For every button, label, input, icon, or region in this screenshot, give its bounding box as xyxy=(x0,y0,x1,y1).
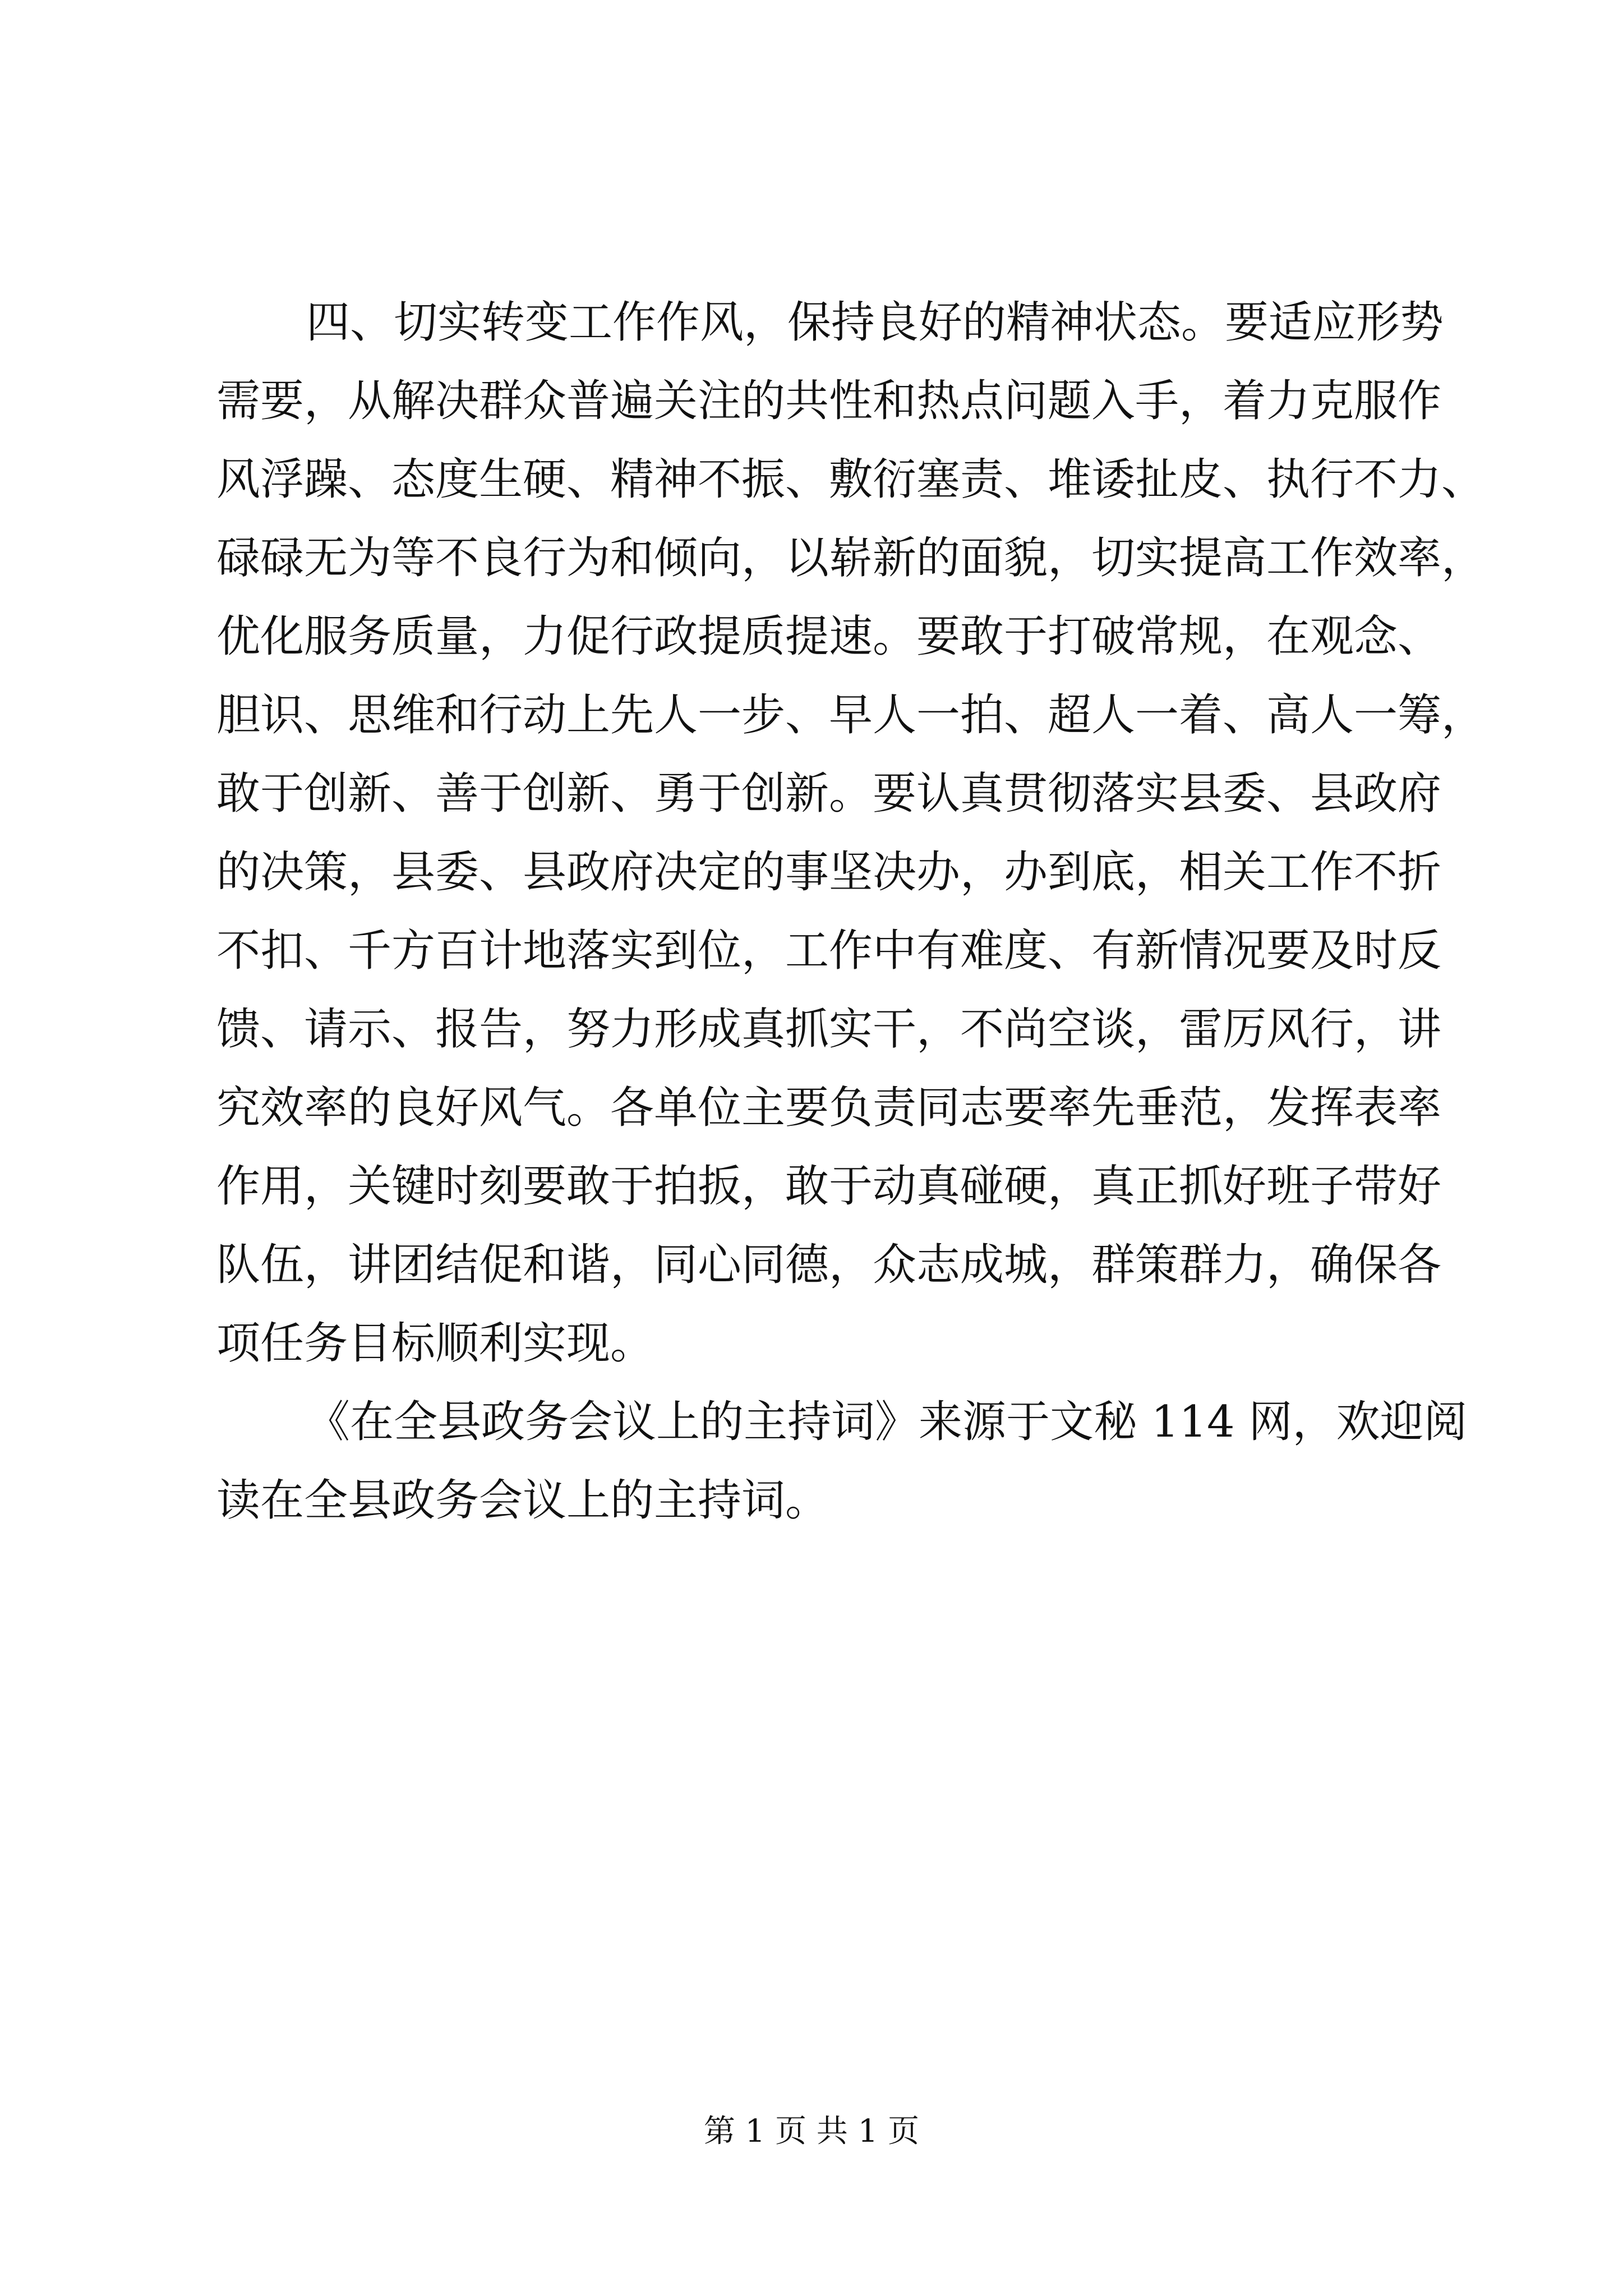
paragraph-1-line-6: 胆识、思维和行动上先人一步、早人一拍、超人一着、高人一筹， xyxy=(216,690,1486,740)
paragraph-1-line-9: 不扣、千方百计地落实到位，工作中有难度、有新情况要及时反 xyxy=(216,926,1442,976)
paragraph-1-line-3: 风浮躁、态度生硬、精神不振、敷衍塞责、堆诿扯皮、执行不力、 xyxy=(216,454,1486,505)
page-number-footer: 第 1 页 共 1 页 xyxy=(703,2113,920,2150)
paragraph-2-line-1: 《在全县政务会议上的主持词》来源于文秘 114 网，欢迎阅 xyxy=(306,1397,1468,1447)
paragraph-1-line-2: 需要，从解决群众普遍关注的共性和热点问题入手，着力克服作 xyxy=(216,376,1442,426)
paragraph-1-line-11: 究效率的良好风气。各单位主要负责同志要率先垂范，发挥表率 xyxy=(216,1083,1442,1133)
paragraph-1-line-10: 馈、请示、报告，努力形成真抓实干，不尚空谈，雷厉风行，讲 xyxy=(216,1004,1442,1055)
paragraph-1-line-1: 四、切实转变工作作风，保持良好的精神状态。要适应形势 xyxy=(306,297,1444,348)
paragraph-1-line-12: 作用，关键时刻要敢于拍扳，敢于动真碰硬，真正抓好班子带好 xyxy=(216,1161,1442,1212)
paragraph-1-line-4: 碌碌无为等不良行为和倾向，以崭新的面貌，切实提高工作效率， xyxy=(216,533,1486,583)
paragraph-1-line-8: 的决策，县委、县政府决定的事坚决办，办到底，相关工作不折 xyxy=(216,847,1442,898)
paragraph-1-line-14: 项任务目标顺利实现。 xyxy=(216,1318,654,1369)
paragraph-2-line-2: 读在全县政务会议上的主持词。 xyxy=(216,1475,829,1526)
paragraph-1-line-13: 队伍，讲团结促和谐，同心同德，众志成城，群策群力，确保各 xyxy=(216,1240,1442,1290)
paragraph-1-line-7: 敢于创新、善于创新、勇于创新。要认真贯彻落实县委、县政府 xyxy=(216,769,1442,819)
paragraph-1-line-5: 优化服务质量，力促行政提质提速。要敢于打破常规，在观念、 xyxy=(216,611,1442,662)
